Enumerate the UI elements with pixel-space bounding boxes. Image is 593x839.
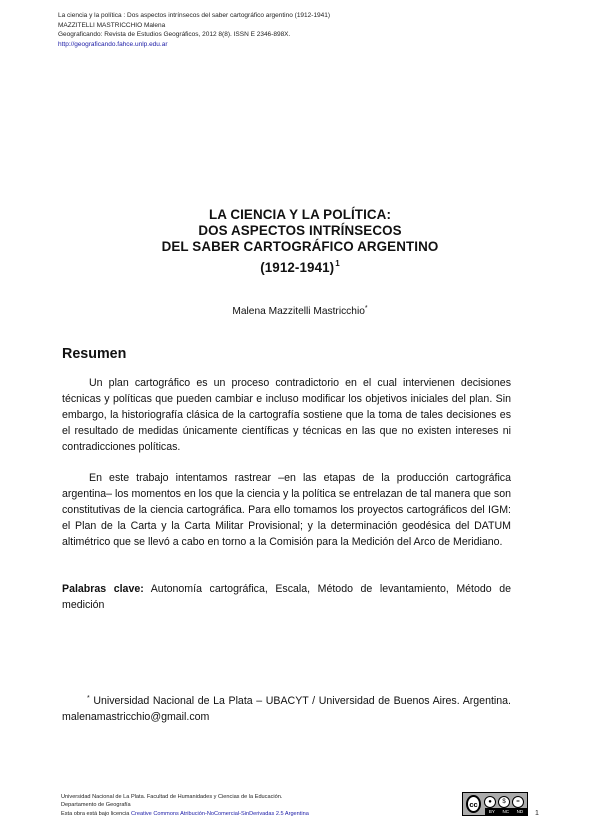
footnote-mark: * <box>87 695 90 702</box>
cc-strip-nc: NC <box>502 809 509 814</box>
header-journal: Geograficando: Revista de Estudios Geográficos, 2012 8(8). ISSN E 2346-898X. <box>58 31 291 39</box>
running-header <box>58 11 538 49</box>
footer-department: Departamento de Geografía <box>61 802 131 809</box>
cc-logo-icon: cc <box>466 795 481 813</box>
title-line-4 <box>60 256 540 276</box>
equals-icon: = <box>512 796 524 808</box>
abstract-paragraph-1: Un plan cartográfico es un proceso contradictorio en el cual intervienen decisiones técnicas y políticas que pueden cambiar e incluso modificar los objetivos iniciales del plan. Sin embargo, la historiografía clásica de la cartografía sostiene que la toma de tales decisiones es el resultado de medidas únicamente científicas y técnicas en las que no existen intereses ni contradicciones políticas. <box>62 377 511 453</box>
title-line-1: LA CIENCIA Y LA POLÍTICA: <box>208 207 392 222</box>
article-title <box>60 207 540 276</box>
cc-strip-nd: ND <box>516 809 524 814</box>
author-footnote <box>62 691 511 726</box>
title-years: (1912-1941) <box>260 259 335 275</box>
abstract-paragraph-2: En este trabajo intentamos rastrear –en las etapas de la producción cartográfica argentina– los momentos en los que la ciencia y la política se entrelazan de tal manera que son constitutivas de la ciencia cartográfica. Para ello tomamos los proyectos cartográficos del IGM: el Plan de la Carta y la Carta Militar Provisional; y la determinación geodésica del DATUM altimétrico que se llevó a cabo en torno a la Comisión para la Medición del Arco de Meridiano. <box>62 472 511 548</box>
author-name: Malena Mazzitelli Mastricchio <box>232 306 365 317</box>
cc-strip <box>485 808 527 815</box>
header-article-title: La ciencia y la política : Dos aspectos intrínsecos del saber cartográfico argentino (1912-1941) <box>58 12 331 19</box>
cc-strip-by: BY <box>488 809 495 814</box>
title-line-3: DEL SABER CARTOGRÁFICO ARGENTINO <box>161 239 439 255</box>
page-footer <box>61 793 461 818</box>
header-author: MAZZITELLI MASTRICCHIO Malena <box>58 21 166 29</box>
author-footnote-mark: * <box>364 305 368 312</box>
keywords <box>62 582 511 614</box>
license-link[interactable]: Creative Commons Atribución-NoComercial-SinDerivadas 2.5 Argentina <box>130 810 309 817</box>
abstract-heading: Resumen <box>62 346 127 362</box>
cc-condition-icons <box>484 796 524 808</box>
title-footnote-mark: 1 <box>335 258 340 268</box>
keywords-label: Palabras clave: <box>62 583 144 595</box>
keywords-text: Autonomía cartográfica, Escala, Método de levantamiento, Método de medición <box>62 583 511 611</box>
footer-license-line <box>61 810 461 818</box>
footer-license-prefix: Esta obra está bajo licencia <box>61 810 131 817</box>
author-line <box>60 303 540 318</box>
no-dollar-icon: $ <box>498 796 510 808</box>
footer-institution: Universidad Nacional de La Plata. Facultad de Humanidades y Ciencias de la Educación. <box>61 794 283 800</box>
header-journal-link[interactable]: http://geograficando.fahce.unlp.edu.ar <box>58 40 168 48</box>
cc-license-badge[interactable] <box>462 792 528 816</box>
footnote-text: Universidad Nacional de La Plata – UBACYT / Universidad de Buenos Aires. Argentina. malenamastricchio@gmail.com <box>62 695 511 723</box>
page-number: 1 <box>535 810 539 817</box>
person-icon: ● <box>484 796 496 808</box>
title-line-2: DOS ASPECTOS INTRÍNSECOS <box>198 223 402 239</box>
